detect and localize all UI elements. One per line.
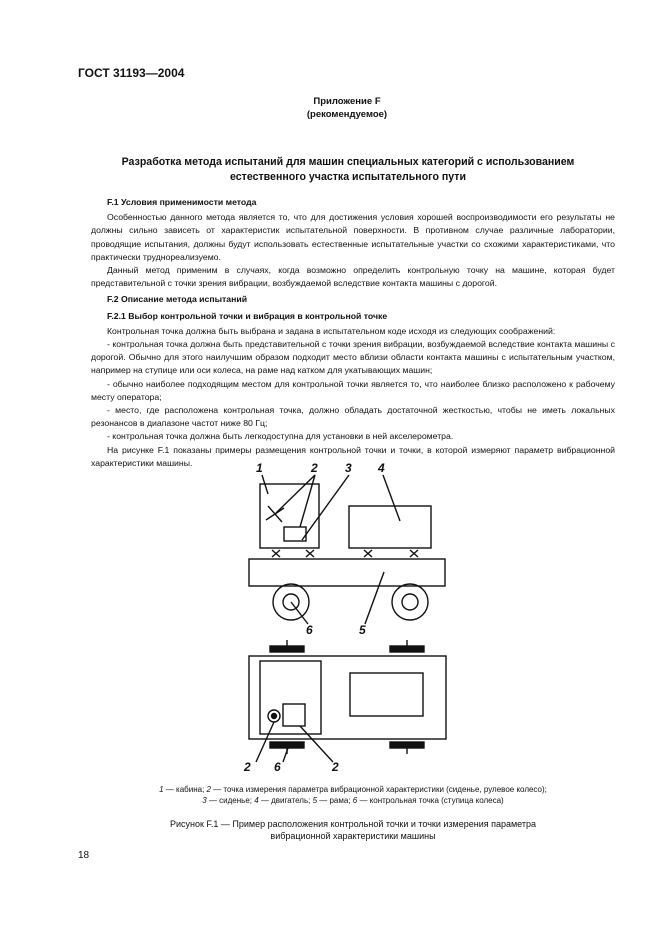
hub-rear: [402, 594, 418, 610]
standard-header: ГОСТ 31193—2004: [78, 66, 185, 80]
label-1: 1: [256, 461, 263, 475]
figure-caption: [91, 818, 615, 842]
engine-rect: [349, 506, 431, 548]
frame-rect: [249, 559, 445, 586]
paragraph: Особенностью данного метода является то, что для достижения условия хорошей воспроизводимости его результаты не должны сильно зависеть от характеристик испытательной поверхности. В противном случае различные лаборатории, проводящие испытания, должны будут использовать естественные испытательные участки со схожими характеристиками, что практически труднореализуемо.: [91, 212, 615, 262]
label-2-bottom-right: 2: [332, 760, 339, 774]
paragraph: Данный метод применим в случаях, когда возможно определить контрольную точку на машине, которая будет представительной с точки зрения вибрации, возбуждаемой вследствие контакта машины с дорогой.: [91, 265, 615, 289]
label-4: 4: [378, 461, 385, 475]
paragraph: На рисунке F.1 показаны примеры размещения контрольной точки и точки, в которой измеряют параметр вибрационной характеристики машины.: [91, 444, 615, 468]
list-item: - контрольная точка должна быть легкодоступна для установки в ней акселерометра.: [107, 431, 454, 442]
wheel-bottom-left: [270, 742, 304, 748]
section-title-line-2: естественного участка испытательного пути: [230, 171, 466, 183]
mount: [364, 550, 372, 557]
section-title-line-1: Разработка метода испытаний для машин специальных категорий с использованием: [121, 156, 575, 168]
frame-top: [249, 656, 446, 739]
figure-legend: [91, 784, 615, 806]
heading-f1: F.1 Условия применимости метода: [107, 197, 257, 207]
annex-subtitle: (рекомендуемое): [306, 109, 388, 120]
mount: [272, 550, 280, 557]
mount: [306, 550, 314, 557]
label-6: 6: [306, 623, 313, 637]
list-item: - место, где расположена контрольная точка, должно обладать достаточной жесткостью, чтобы не иметь локальных резонансов в диапазоне частот ниже 80 Гц;: [91, 405, 615, 429]
legend-line-1: 1 — кабина; 2 — точка измерения параметра вибрационной характеристики (сиденье, рулевое колесо);: [159, 785, 547, 794]
mount: [410, 550, 418, 557]
seat-top: [283, 704, 305, 726]
wheel-top-left: [270, 646, 304, 652]
heading-f2: F.2 Описание метода испытаний: [107, 294, 248, 305]
wheel-bottom-right: [390, 742, 424, 748]
label-2: 2: [311, 461, 318, 475]
engine-top: [350, 673, 423, 716]
steering-cross-b: [266, 508, 284, 520]
label-3: 3: [345, 461, 352, 475]
wheel-top-right: [390, 646, 424, 652]
list-item: - обычно наиболее подходящим местом для контрольной точки является то, что наиболее близко расположено к рабочему месту оператора;: [91, 378, 615, 402]
caption-line-2: вибрационной характеристики машины: [270, 831, 436, 841]
label-6-bottom: 6: [274, 760, 281, 774]
paragraph: Контрольная точка должна быть выбрана и задана в испытательном коде исходя из следующих соображений:: [107, 325, 556, 336]
page-number: 18: [78, 850, 90, 861]
heading-f2-1: F.2.1 Выбор контрольной точки и вибрация в контрольной точке: [107, 310, 388, 321]
label-2-bottom-left: 2: [244, 760, 251, 774]
wheel-rear: [392, 584, 428, 620]
list-item: - контрольная точка должна быть представительной с точки зрения вибрации, возбуждаемой вследствие контакта машины с дорогой. Обычно для этого наилучшим образом подходит место вблизи области контакта машины с испытательным участком, например на ступице или оси колеса, на раме над катком для укатывающих машин;: [91, 339, 615, 376]
legend-line-2: 3 — сиденье; 4 — двигатель; 5 — рама; 6 — контрольная точка (ступица колеса): [202, 796, 504, 805]
label-5: 5: [359, 623, 366, 637]
caption-line-1: Рисунок F.1 — Пример расположения контрольной точки и точки измерения параметра: [169, 819, 537, 829]
cabin-top: [260, 661, 321, 734]
annex-title: Приложение F: [313, 96, 381, 107]
